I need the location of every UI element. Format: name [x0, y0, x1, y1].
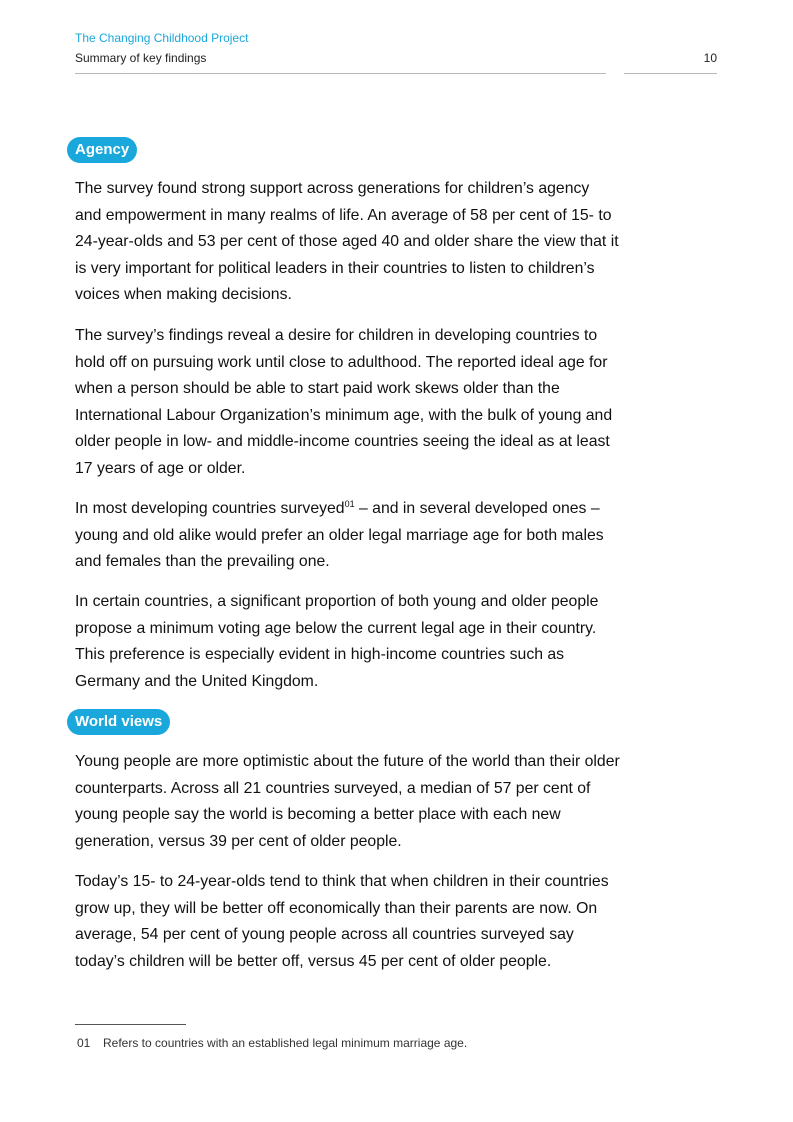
footnote-number: 01 — [77, 1036, 91, 1050]
page-number: 10 — [703, 51, 717, 65]
header-divider-short — [624, 73, 717, 74]
paragraph-agency-marriage-age — [75, 496, 620, 576]
header-divider — [75, 73, 606, 74]
paragraph-agency-support: The survey found strong support across generations for children’s agency and empowerment in many realms of life. An average of 58 per cent of 15- to 24-year-olds and 53 per cent of those aged 40 and older share the view that it is very important for political leaders in their countries to listen to children’s voices when making decisions. — [75, 180, 619, 304]
project-title: The Changing Childhood Project — [75, 31, 249, 45]
footnote-text: Refers to countries with an established legal minimum marriage age. — [103, 1036, 468, 1050]
section-heading-agency: Agency — [67, 137, 137, 163]
paragraph-agency-voting-age: In certain countries, a significant proportion of both young and older people propose a minimum voting age below the current legal age in their country. This preference is especially evident in high-income countries such as Germany and the United Kingdom. — [75, 593, 599, 690]
footnote — [77, 1036, 467, 1050]
paragraph-agency-work-age: The survey’s findings reveal a desire for children in developing countries to hold off on pursuing work until close to adulthood. The reported ideal age for when a person should be able to start paid work skews older than the International Labour Organization’s minimum age, with the bulk of young and older people in low- and middle-income countries seeing the ideal as at least 17 years of age or older. — [75, 327, 613, 477]
paragraph-text: In most developing countries surveyed — [75, 500, 345, 517]
section-heading-world-views: World views — [67, 709, 170, 735]
section-title: Summary of key findings — [75, 51, 207, 65]
page-header — [75, 29, 717, 77]
footnote-divider — [75, 1024, 186, 1025]
paragraph-world-economy: Today’s 15- to 24-year-olds tend to think that when children in their countries grow up, they will be better off economically than their parents are now. On average, 54 per cent of young people across all countries surveyed say today’s children will be better off, versus 45 per cent of older people. — [75, 873, 609, 970]
paragraph-text: – and in several developed ones – young and old alike would prefer an older legal marriage age for both males and females than the prevailing one. — [75, 500, 604, 571]
footnote-reference: 01 — [344, 499, 355, 509]
paragraph-world-optimism: Young people are more optimistic about the future of the world than their older counterparts. Across all 21 countries surveyed, a median of 57 per cent of young people say the world is becoming a better place with each new generation, versus 39 per cent of older people. — [75, 753, 620, 850]
